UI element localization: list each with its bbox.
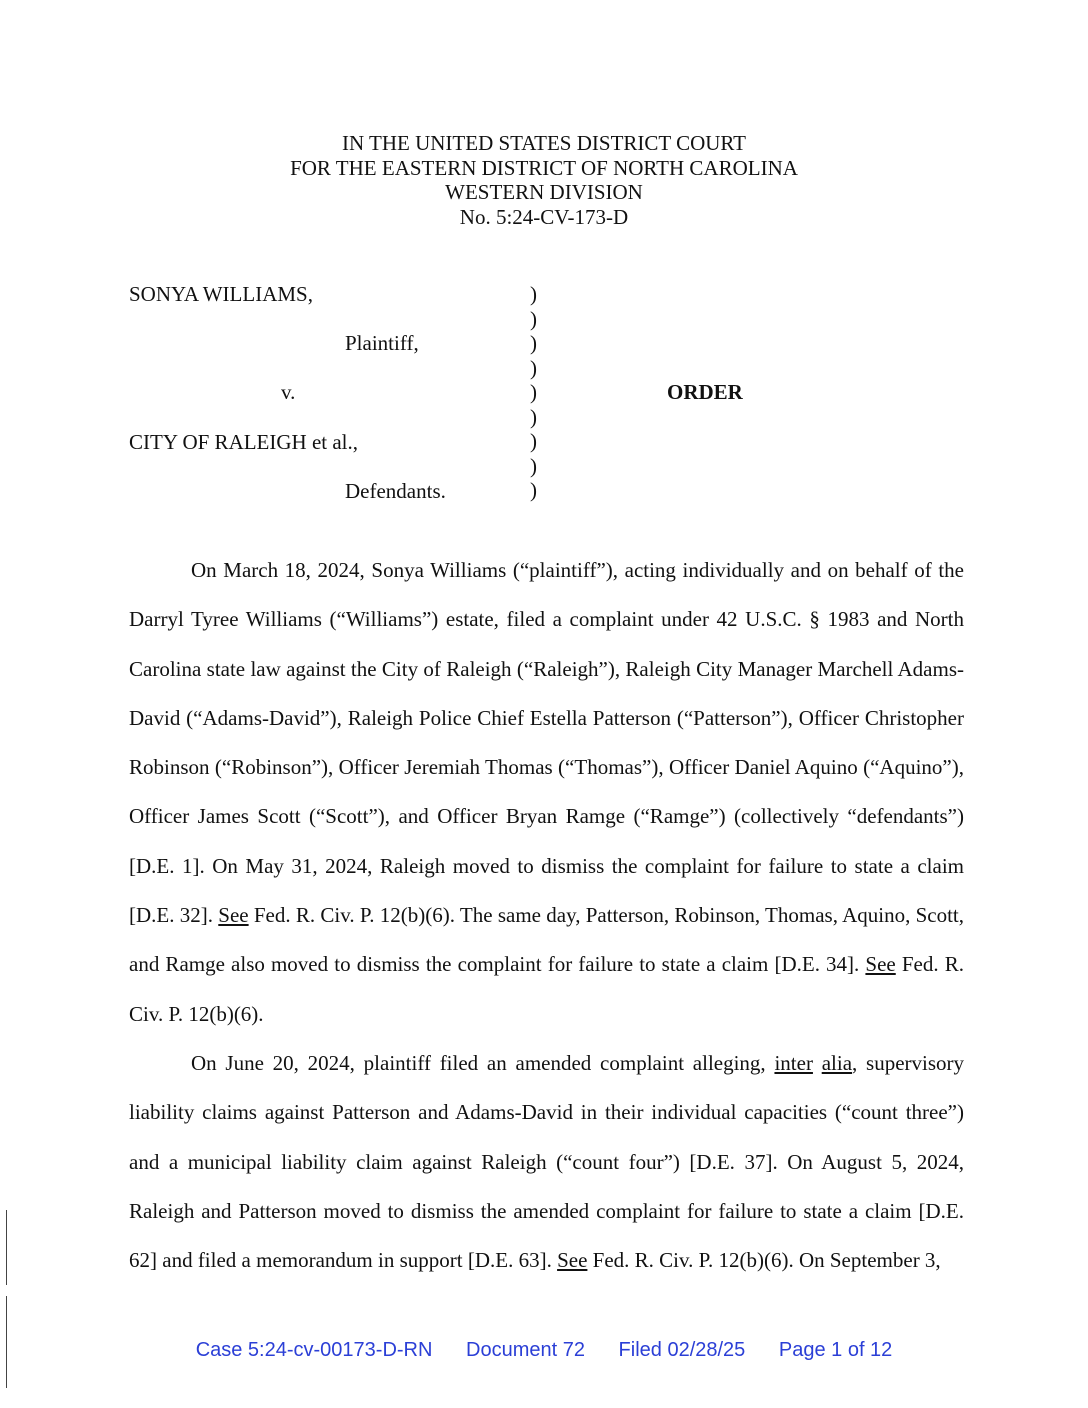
inter-term: inter <box>774 1050 813 1075</box>
division-line: WESTERN DIVISION <box>445 180 643 204</box>
order-body <box>129 546 964 1285</box>
caption-paren: ) <box>530 478 537 502</box>
footer-case-number: Case 5:24-cv-00173-D-RN <box>195 1339 433 1361</box>
paragraph-2 <box>129 1039 964 1285</box>
caption-paren: ) <box>530 282 537 306</box>
order-title: ORDER <box>667 380 743 404</box>
paragraph-1-text-b: Fed. R. Civ. P. 12(b)(6). The same day, Patterson, Robinson, Thomas, Aquino, Scott, and Ramge also moved to dismiss the complaint for failure to state a claim [D.E. 34]. <box>129 903 965 977</box>
word-space <box>813 1051 822 1075</box>
see-signal: See <box>218 903 249 928</box>
caption-paren: ) <box>530 306 537 331</box>
paragraph-1-text-c: Fed. R. Civ. P. 12(b)(6). <box>129 952 964 1026</box>
plaintiff-name: SONYA WILLIAMS, <box>129 282 313 306</box>
caption-paren: ) <box>530 453 537 478</box>
case-number: No. 5:24-CV-173-D <box>459 204 629 229</box>
scan-margin-mark <box>6 1210 7 1285</box>
see-signal: See <box>865 952 896 977</box>
ecf-footer <box>0 1339 1088 1362</box>
caption-paren: ) <box>530 380 537 404</box>
court-name-line: IN THE UNITED STATES DISTRICT COURT <box>341 131 747 155</box>
caption-parentheses <box>530 282 537 503</box>
plaintiff-role: Plaintiff, <box>345 331 419 355</box>
court-header <box>0 131 1088 229</box>
district-line: FOR THE EASTERN DISTRICT OF NORTH CAROLINA <box>290 155 798 180</box>
defendant-role: Defendants. <box>345 479 446 503</box>
defendant-name: CITY OF RALEIGH et al., <box>129 430 359 454</box>
caption-paren: ) <box>530 404 537 429</box>
versus: v. <box>281 380 296 404</box>
see-signal: See <box>557 1248 588 1273</box>
paragraph-1-text-a: On March 18, 2024, Sonya Williams (“plaintiff”), acting individually and on behalf of the Darryl Tyree Williams (“Williams”) estate, filed a complaint under 42 U.S.C. § 1983 and North Carolina state law against the City of Raleigh (“Raleigh”), Raleigh City Manager Marchell Adams-David (“Adams-David”), Raleigh Police Chief Estella Patterson (“Patterson”), Officer Christopher Robinson (“Robinson”), Officer Jeremiah Thomas (“Thomas”), Officer Daniel Aquino (“Aquino”), Officer James Scott (“Scott”), and Officer Bryan Ramge (“Ramge”) (collectively “defendants”) [D.E. 1]. On May 31, 2024, Raleigh moved to dismiss the complaint for failure to state a claim [D.E. 32]. <box>129 558 964 928</box>
alia-term: alia <box>821 1050 853 1075</box>
paragraph-2-text-c: Fed. R. Civ. P. 12(b)(6). On September 3, <box>587 1248 941 1273</box>
caption-paren: ) <box>530 331 537 355</box>
footer-document-number: Document 72 <box>466 1339 585 1361</box>
caption-paren: ) <box>530 429 537 453</box>
caption-paren: ) <box>530 355 537 380</box>
footer-page-number: Page 1 of 12 <box>778 1339 893 1361</box>
footer-filed-date: Filed 02/28/25 <box>618 1339 746 1361</box>
paragraph-1 <box>129 546 964 1039</box>
paragraph-2-text-b: , supervisory liability claims against Patterson and Adams-David in their individual capacities (“count three”) and a municipal liability claim against Raleigh (“count four”) [D.E. 37]. On August 5, 2024, Raleigh and Patterson moved to dismiss the amended complaint for failure to state a claim [D.E. 62] and filed a memorandum in support [D.E. 63]. <box>129 1050 965 1273</box>
case-caption <box>0 282 1088 512</box>
paragraph-2-text-a: On June 20, 2024, plaintiff filed an amended complaint alleging, <box>191 1050 775 1075</box>
